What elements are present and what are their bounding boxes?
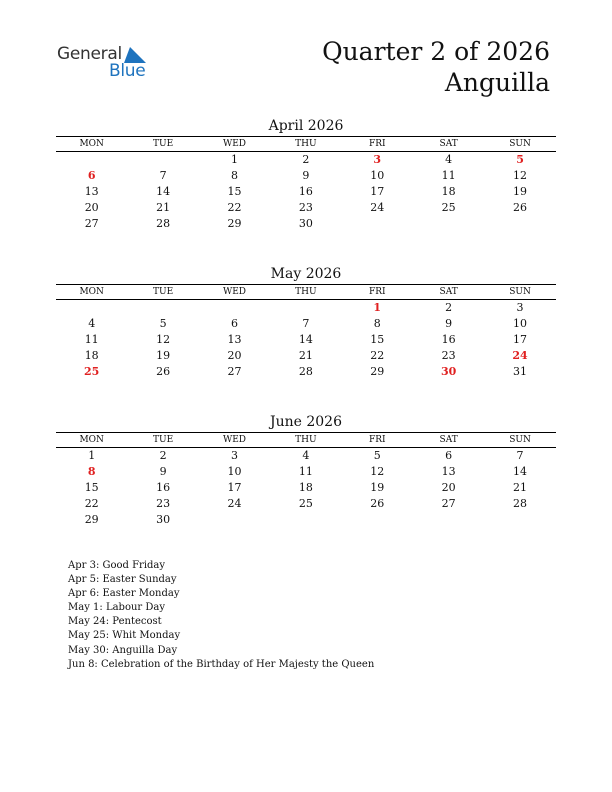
calendar-day: 4 [302, 449, 310, 462]
calendar-grid [56, 300, 556, 380]
calendar-day: 10 [513, 317, 528, 330]
calendar-day: 6 [87, 169, 96, 182]
calendar-day: 19 [370, 481, 385, 494]
calendar-day: 16 [298, 185, 313, 198]
calendar-day: 12 [513, 169, 528, 182]
calendar-week-row [56, 168, 556, 184]
calendar-day: 12 [156, 333, 171, 346]
weekday-header [56, 432, 556, 448]
calendar-day: 31 [513, 365, 528, 378]
calendar-day: 7 [159, 169, 167, 182]
weekday-label: TUE [153, 287, 174, 297]
calendar-empty-cell [56, 300, 127, 316]
calendar-day: 13 [84, 185, 99, 198]
calendar-day: 6 [445, 449, 453, 462]
weekday-label: SAT [439, 139, 458, 149]
calendar-day: 23 [441, 349, 456, 362]
calendar-day: 16 [156, 481, 171, 494]
calendar-day: 11 [84, 333, 99, 346]
calendar-week-row [56, 448, 556, 464]
calendar-day: 22 [370, 349, 385, 362]
calendar-day: 3 [516, 301, 524, 314]
calendar-empty-cell [199, 300, 270, 316]
weekday-label: WED [222, 435, 246, 445]
calendar-day: 6 [230, 317, 238, 330]
calendar-week-row [56, 348, 556, 364]
holiday-item: Apr 5: Easter Sunday [68, 574, 177, 586]
holiday-list [68, 559, 374, 672]
calendar-empty-cell [484, 216, 555, 232]
calendar-empty-cell [270, 300, 341, 316]
calendar-day: 20 [441, 481, 456, 494]
calendar-day: 18 [298, 481, 313, 494]
calendar-empty-cell [342, 216, 413, 232]
holiday-item: Apr 6: Easter Monday [68, 588, 180, 600]
calendar-week-row [56, 332, 556, 348]
calendar-day: 25 [441, 201, 456, 214]
calendar-day: 11 [298, 465, 313, 478]
generalblue-logo [57, 44, 157, 84]
weekday-label: THU [295, 435, 317, 445]
weekday-label: MON [79, 287, 104, 297]
calendar-day: 8 [373, 317, 381, 330]
calendar-week-row [56, 316, 556, 332]
calendar-week-row [56, 300, 556, 316]
calendar-grid [56, 448, 556, 528]
calendar-day: 19 [513, 185, 528, 198]
weekday-label: TUE [153, 139, 174, 149]
calendar-day: 24 [512, 349, 528, 362]
weekday-label: WED [222, 287, 246, 297]
weekday-label: SAT [439, 287, 458, 297]
calendar-empty-cell [56, 152, 127, 168]
calendar-day: 5 [516, 153, 524, 166]
weekday-header [56, 136, 556, 152]
month-calendar-may [56, 264, 556, 380]
holiday-item: May 25: Whit Monday [68, 630, 181, 642]
calendar-day: 7 [302, 317, 310, 330]
calendar-day: 18 [84, 349, 99, 362]
calendar-day: 26 [156, 365, 171, 378]
calendar-day: 21 [513, 481, 528, 494]
logo-text-blue: Blue [109, 61, 146, 81]
calendar-day: 22 [84, 497, 99, 510]
calendar-grid [56, 152, 556, 232]
calendar-day: 26 [370, 497, 385, 510]
holiday-item: May 1: Labour Day [68, 602, 165, 614]
calendar-day: 2 [159, 449, 167, 462]
calendar-day: 22 [227, 201, 242, 214]
weekday-label: MON [79, 139, 104, 149]
calendar-day: 8 [87, 465, 96, 478]
calendar-week-row [56, 200, 556, 216]
calendar-day: 5 [373, 449, 381, 462]
calendar-day: 17 [513, 333, 528, 346]
calendar-day: 28 [298, 365, 313, 378]
calendar-day: 3 [373, 153, 382, 166]
calendar-day: 1 [373, 301, 382, 314]
calendar-day: 16 [441, 333, 456, 346]
calendar-day: 26 [513, 201, 528, 214]
title-quarter: Quarter 2 of 2026 [322, 37, 550, 66]
calendar-day: 5 [159, 317, 167, 330]
month-calendar-june [56, 412, 556, 528]
calendar-day: 29 [227, 217, 242, 230]
calendar-empty-cell [270, 512, 341, 528]
calendar-day: 23 [298, 201, 313, 214]
calendar-day: 15 [84, 481, 99, 494]
calendar-empty-cell [127, 152, 198, 168]
holiday-item: May 24: Pentecost [68, 616, 162, 628]
calendar-day: 13 [441, 465, 456, 478]
calendar-empty-cell [342, 512, 413, 528]
calendar-day: 28 [513, 497, 528, 510]
calendar-day: 14 [298, 333, 313, 346]
calendar-week-row [56, 184, 556, 200]
calendar-day: 21 [298, 349, 313, 362]
calendar-week-row [56, 364, 556, 380]
logo-text-general: General [57, 44, 122, 64]
month-title: May 2026 [270, 266, 342, 282]
holiday-item: May 30: Anguilla Day [68, 644, 178, 656]
calendar-day: 8 [230, 169, 238, 182]
calendar-empty-cell [413, 512, 484, 528]
weekday-label: SUN [509, 139, 531, 149]
calendar-day: 27 [441, 497, 456, 510]
calendar-day: 15 [370, 333, 385, 346]
calendar-week-row [56, 496, 556, 512]
calendar-empty-cell [127, 300, 198, 316]
calendar-day: 2 [302, 153, 310, 166]
weekday-label: TUE [153, 435, 174, 445]
calendar-day: 9 [159, 465, 167, 478]
calendar-day: 20 [227, 349, 242, 362]
calendar-day: 24 [227, 497, 242, 510]
calendar-day: 1 [88, 449, 96, 462]
weekday-label: WED [222, 139, 246, 149]
page-title [322, 36, 550, 98]
weekday-label: FRI [368, 287, 386, 297]
calendar-day: 14 [513, 465, 528, 478]
calendar-day: 20 [84, 201, 99, 214]
month-title: April 2026 [268, 118, 344, 134]
weekday-label: THU [295, 139, 317, 149]
calendar-day: 1 [230, 153, 238, 166]
calendar-day: 30 [156, 513, 171, 526]
calendar-day: 11 [441, 169, 456, 182]
weekday-header [56, 284, 556, 300]
calendar-day: 28 [156, 217, 171, 230]
weekday-label: FRI [368, 139, 386, 149]
calendar-day: 19 [156, 349, 171, 362]
weekday-label: THU [295, 287, 317, 297]
calendar-empty-cell [484, 512, 555, 528]
calendar-day: 30 [298, 217, 313, 230]
calendar-day: 27 [227, 365, 242, 378]
calendar-day: 21 [156, 201, 171, 214]
calendar-empty-cell [413, 216, 484, 232]
calendar-day: 3 [230, 449, 238, 462]
calendar-day: 25 [298, 497, 313, 510]
calendar-day: 9 [445, 317, 453, 330]
holiday-item: Apr 3: Good Friday [68, 560, 166, 571]
calendar-day: 4 [445, 153, 453, 166]
calendar-day: 17 [227, 481, 242, 494]
calendar-day: 10 [370, 169, 385, 182]
calendar-day: 2 [445, 301, 453, 314]
calendar-day: 30 [440, 365, 457, 378]
calendar-week-row [56, 480, 556, 496]
calendar-day: 9 [302, 169, 310, 182]
calendar-empty-cell [199, 512, 270, 528]
calendar-day: 25 [84, 365, 100, 378]
calendar-week-row [56, 464, 556, 480]
weekday-label: SUN [509, 287, 531, 297]
calendar-week-row [56, 512, 556, 528]
title-country: Anguilla [444, 68, 550, 97]
weekday-label: SAT [439, 435, 458, 445]
calendar-day: 10 [227, 465, 242, 478]
weekday-label: MON [79, 435, 104, 445]
calendar-day: 12 [370, 465, 385, 478]
weekday-label: SUN [509, 435, 531, 445]
calendar-day: 29 [84, 513, 99, 526]
month-title: June 2026 [269, 414, 342, 430]
calendar-day: 29 [370, 365, 385, 378]
calendar-day: 7 [516, 449, 524, 462]
calendar-week-row [56, 152, 556, 168]
weekday-label: FRI [368, 435, 386, 445]
calendar-day: 15 [227, 185, 242, 198]
calendar-day: 27 [84, 217, 99, 230]
calendar-week-row [56, 216, 556, 232]
calendar-day: 18 [441, 185, 456, 198]
calendar-day: 13 [227, 333, 242, 346]
calendar-day: 23 [156, 497, 171, 510]
calendar-day: 4 [88, 317, 96, 330]
month-calendar-april [56, 116, 556, 232]
calendar-day: 24 [370, 201, 385, 214]
holiday-item: Jun 8: Celebration of the Birthday of Her Majesty the Queen [68, 658, 375, 670]
calendar-day: 17 [370, 185, 385, 198]
calendar-day: 14 [156, 185, 171, 198]
